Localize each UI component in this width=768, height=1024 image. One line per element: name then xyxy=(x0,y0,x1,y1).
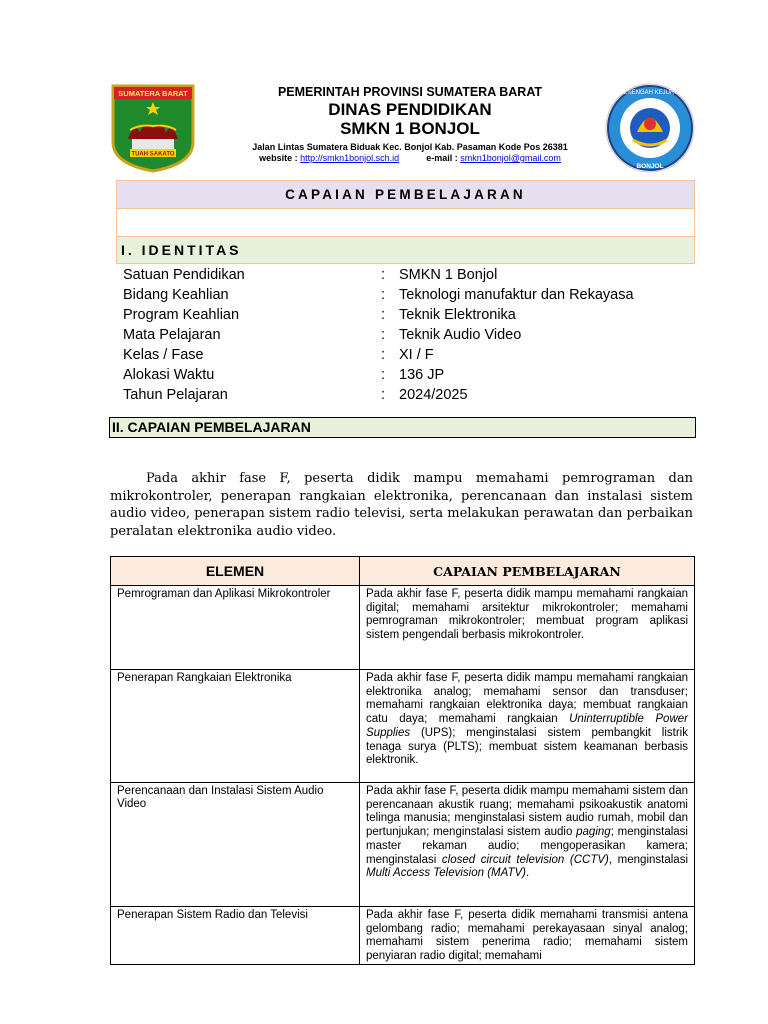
identitas-colon: : xyxy=(381,307,386,323)
capaian-term: closed circuit television (CCTV) xyxy=(441,853,609,866)
identitas-colon: : xyxy=(381,367,386,383)
identitas-colon: : xyxy=(381,327,386,343)
school-name: SMKN 1 BONJOL xyxy=(340,119,480,138)
letterhead xyxy=(200,85,620,164)
identitas-value: XI / F xyxy=(399,347,434,363)
column-header-capaian: CAPAIAN PEMBELAJARAN xyxy=(360,557,695,586)
capaian-cell: Pada akhir fase F, peserta didik mampu memahami rangkaian digital; memahami arsitektur mikrokontroler; memahami pemrograman mikrokontroler; membuat program aplikasi sistem pengendali berbasis mikrokontroler. xyxy=(360,586,695,670)
identitas-value: Teknik Audio Video xyxy=(399,327,522,343)
identitas-value: Teknik Elektronika xyxy=(399,307,516,323)
identitas-colon: : xyxy=(381,267,386,283)
capaian-text: . xyxy=(525,867,530,880)
identitas-label: Bidang Keahlian xyxy=(123,287,229,303)
contact-line xyxy=(200,153,620,164)
email-link[interactable]: smkn1bonjol@gmail.com xyxy=(460,153,561,163)
capaian-cell xyxy=(360,670,695,783)
identitas-label: Alokasi Waktu xyxy=(123,367,215,383)
identitas-label: Tahun Pelajaran xyxy=(123,387,228,403)
svg-text:BONJOL: BONJOL xyxy=(636,163,664,170)
identitas-label: Program Keahlian xyxy=(123,307,240,323)
title-box xyxy=(116,180,695,264)
identitas-row xyxy=(123,305,693,325)
elemen-cell: Pemrograman dan Aplikasi Mikrokontroler xyxy=(111,586,360,670)
capaian-text: Pada akhir fase F, peserta didik mampu memahami rangkaian elektronika analog; memahami sensor dan transduser; memahami rangkaian elektronika daya; membuat rangkaian catu daya; memahami rangkaian xyxy=(366,672,688,726)
identitas-value: 136 JP xyxy=(399,367,445,383)
school-address: Jalan Lintas Sumatera Biduak Kec. Bonjol Kab. Pasaman Kode Pos 26381 xyxy=(252,142,568,152)
website-label: website : xyxy=(259,153,298,163)
column-header-elemen: ELEMEN xyxy=(111,557,360,586)
capaian-text: (UPS); menginstalasi sistem pembangkit listrik tenaga surya (PLTS); membuat sistem keamanan berbasis elektronik. xyxy=(366,726,688,767)
website-link[interactable]: http://smkn1bonjol.sch.id xyxy=(300,153,400,163)
blank-row xyxy=(117,209,694,237)
svg-text:SUMATERA BARAT: SUMATERA BARAT xyxy=(118,89,188,98)
capaian-cell xyxy=(360,783,695,907)
capaian-term: Uninterruptible Power Supplies xyxy=(366,713,688,739)
table-row xyxy=(111,670,695,783)
identitas-list xyxy=(123,265,693,405)
capaian-text: Pada akhir fase F, peserta didik mampu memahami sistem dan perencanaan akustik ruang; memahami psikoakustik anatomi telinga manusia; menginstalasi sistem audio rumah, mobil dan pertunjukan; menginstalasi sistem audio xyxy=(366,785,688,839)
table-row xyxy=(111,907,695,965)
identitas-row xyxy=(123,265,693,285)
elemen-cell: Perencanaan dan Instalasi Sistem Audio Video xyxy=(111,783,360,907)
capaian-term: paging xyxy=(576,826,611,839)
identitas-value: 2024/2025 xyxy=(399,387,468,403)
capaian-cell: Pada akhir fase F, peserta didik memahami transmisi antena gelombang radio; memahami perekayasaan sinyal analog; memahami sistem penerima radio; memahami sistem penyiaran radio digital; memahami xyxy=(360,907,695,965)
elemen-cell: Penerapan Sistem Radio dan Televisi xyxy=(111,907,360,965)
svg-text:TUAH SAKATO: TUAH SAKATO xyxy=(131,151,175,158)
identitas-colon: : xyxy=(381,387,386,403)
elemen-cell: Penerapan Rangkaian Elektronika xyxy=(111,670,360,783)
email-label: e-mail : xyxy=(426,153,458,163)
table-row xyxy=(111,783,695,907)
capaian-heading: II. CAPAIAN PEMBELAJARAN xyxy=(109,417,696,438)
identitas-row xyxy=(123,285,693,305)
identitas-label: Mata Pelajaran xyxy=(123,327,221,343)
capaian-text: ; menginstalasi master rekaman audio; mengoperasikan kamera; menginstalasi xyxy=(366,826,688,866)
identitas-row xyxy=(123,345,693,365)
identitas-colon: : xyxy=(381,347,386,363)
agency-name: DINAS PENDIDIKAN xyxy=(328,100,492,119)
identitas-heading: I. IDENTITAS xyxy=(117,237,694,263)
province-name: PEMERINTAH PROVINSI SUMATERA BARAT xyxy=(277,85,543,99)
capaian-term: Multi Access Television (MATV) xyxy=(366,867,526,880)
identitas-label: Satuan Pendidikan xyxy=(123,267,245,283)
sumatera-barat-logo xyxy=(110,84,196,172)
capaian-table xyxy=(110,556,695,965)
svg-text:SEKOLAH MENENGAH KEJURUAN NEGE: SEKOLAH MENENGAH KEJURUAN NEGERI xyxy=(588,90,712,96)
identitas-value: Teknologi manufaktur dan Rekayasa xyxy=(399,287,634,303)
table-row xyxy=(111,586,695,670)
capaian-text: , menginstalasi xyxy=(608,853,688,866)
table-header-row xyxy=(111,557,695,586)
identitas-row xyxy=(123,385,693,405)
identitas-row xyxy=(123,325,693,345)
document-title: CAPAIAN PEMBELAJARAN xyxy=(117,181,694,209)
identitas-row xyxy=(123,365,693,385)
identitas-colon: : xyxy=(381,287,386,303)
capaian-paragraph: Pada akhir fase F, peserta didik mampu memahami pemrograman dan mikrokontroler, penerapan rangkaian elektronika, perencanaan dan instalasi sistem audio video, penerapan sistem radio televisi, serta melakukan perawatan dan perbaikan peralatan elektronika audio video. xyxy=(110,471,693,539)
identitas-value: SMKN 1 Bonjol xyxy=(399,267,498,283)
identitas-label: Kelas / Fase xyxy=(123,347,204,363)
